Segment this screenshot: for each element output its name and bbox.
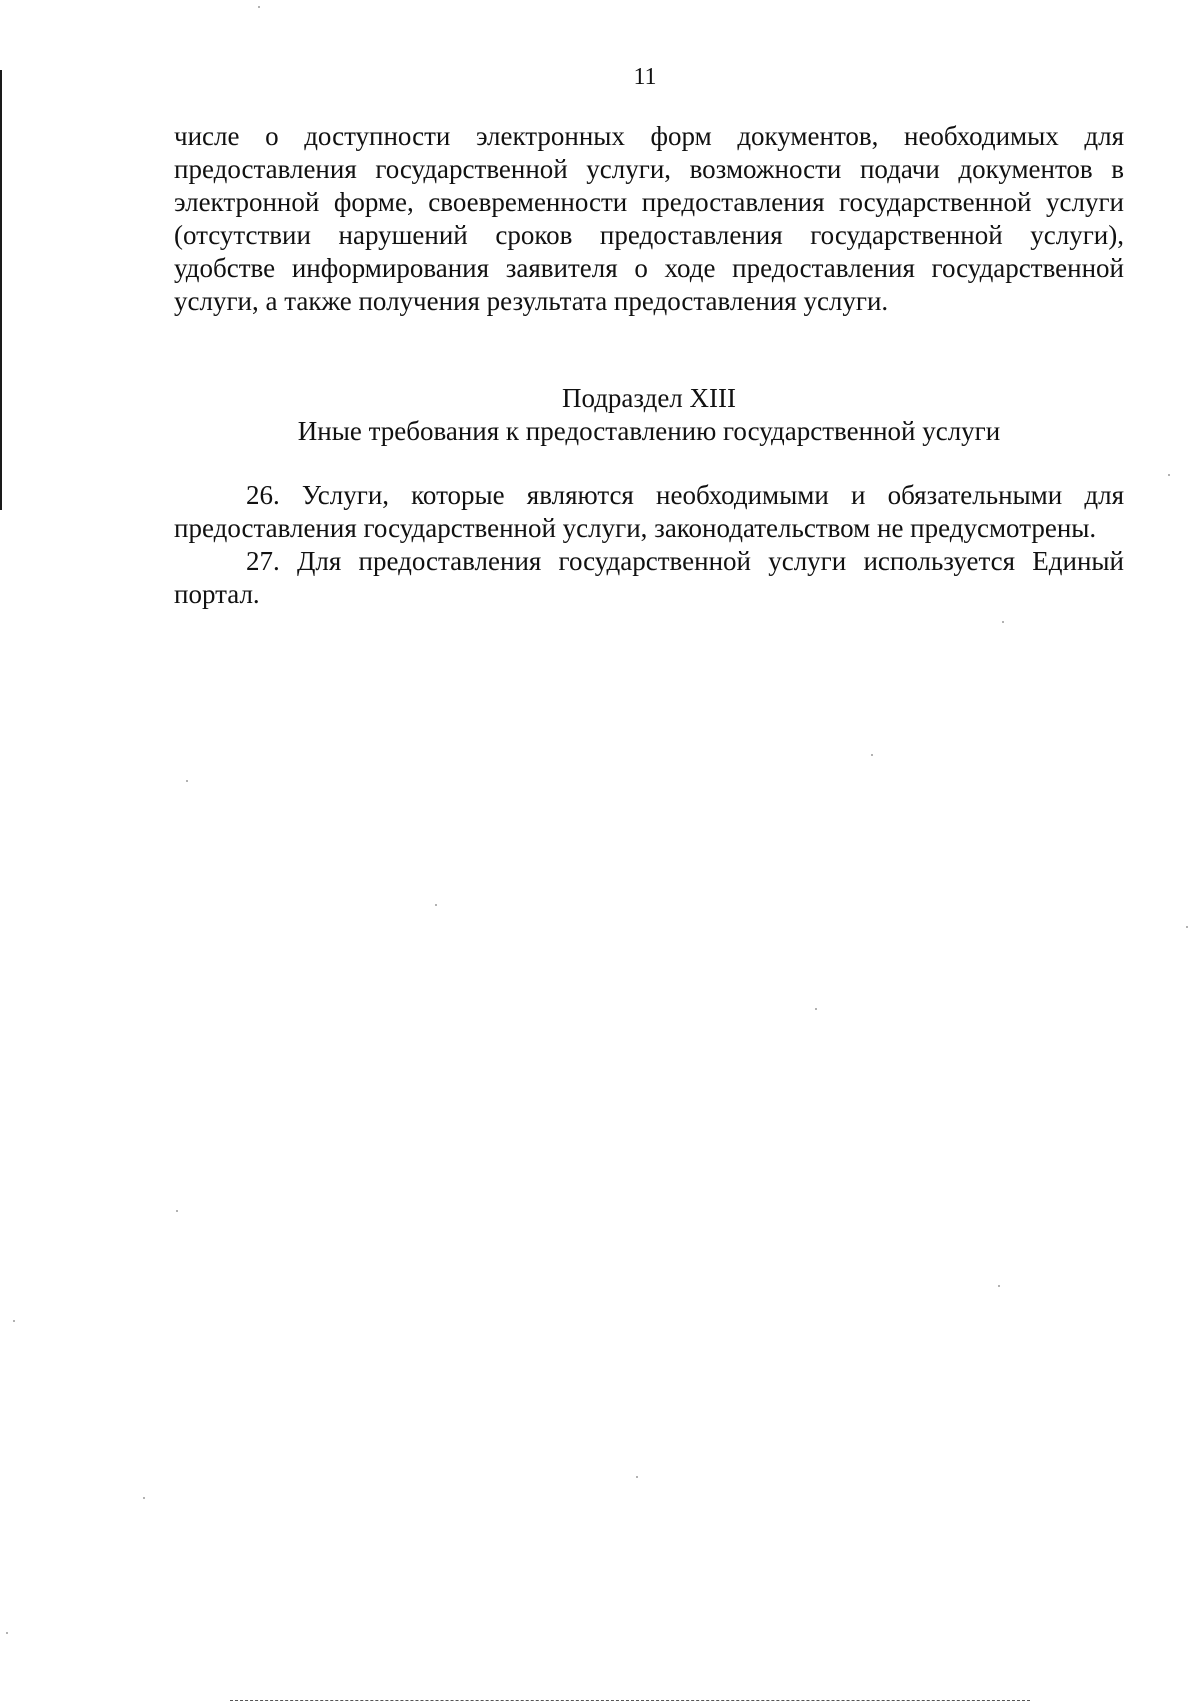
scan-speck [1002, 621, 1004, 623]
scan-speck [1168, 474, 1170, 476]
scan-speck [6, 1632, 8, 1634]
item-26: 26. Услуги, которые являются необходимыми и обязательными для предоставления государственной услуги, законодательством не предусмотрены. [174, 480, 1124, 543]
scan-speck [13, 1320, 15, 1322]
scan-speck [258, 6, 260, 8]
scan-speck [815, 1008, 817, 1010]
scan-speck [186, 780, 188, 782]
scan-speck [871, 754, 873, 756]
scan-speck [998, 1285, 1000, 1287]
scan-edge-left [0, 70, 2, 510]
scan-edge-bottom [230, 1700, 1030, 1702]
scan-speck [176, 1210, 178, 1212]
items-block [174, 479, 1124, 611]
scan-speck [636, 1476, 638, 1478]
section-title: Иные требования к предоставлению государственной услуги [297, 416, 1001, 446]
scan-speck [143, 1497, 145, 1499]
page-number: 11 [633, 64, 657, 90]
section-subtitle: Подраздел XIII [561, 383, 737, 413]
intro-paragraph-block [174, 120, 1124, 318]
scan-speck [1186, 926, 1188, 928]
item-27: 27. Для предоставления государственной услуги используется Единый портал. [174, 546, 1124, 609]
intro-paragraph: числе о доступности электронных форм документов, необходимых для предоставления государственной услуги, возможности подачи документов в электронной форме, своевременности предоставления государственной услуги (отсутствии нарушений сроков предоставления государственной услуги), удобстве информирования заявителя о ходе предоставления государственной услуги, а также получения результата предоставления услуги. [174, 121, 1124, 316]
scan-speck [435, 904, 437, 906]
